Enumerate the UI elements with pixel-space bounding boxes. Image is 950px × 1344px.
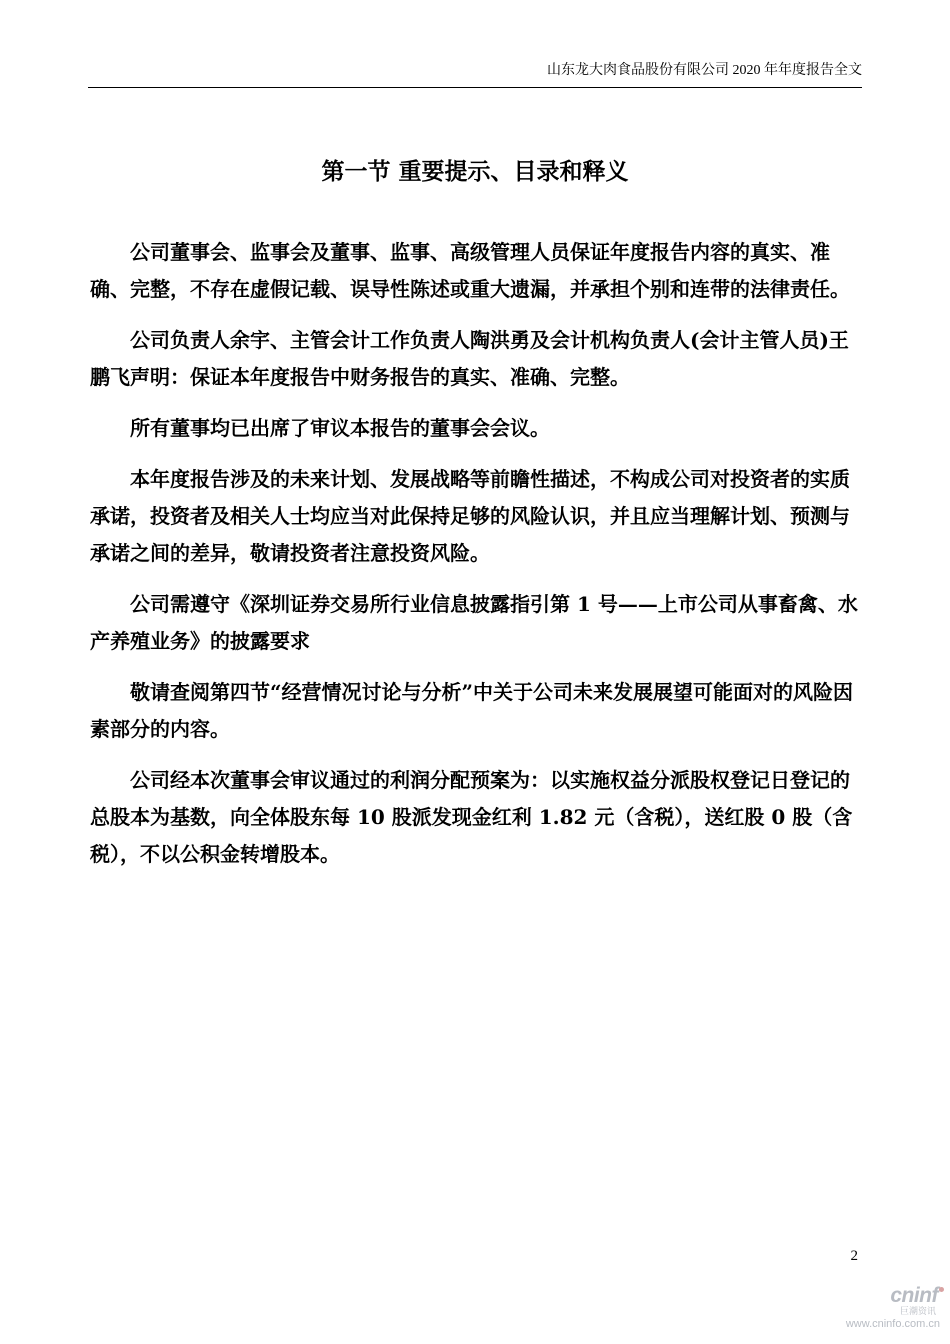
page-number: 2	[850, 1248, 858, 1264]
paragraph-forward-looking-risk: 本年度报告涉及的未来计划、发展战略等前瞻性描述，不构成公司对投资者的实质承诺，投资者及相关人士均应当对此保持足够的风险认识，并且应当理解计划、预测与承诺之间的差异，敬请投资者注意投资风险。	[90, 467, 850, 565]
paragraph-executive-declaration: 公司负责人余宇、主管会计工作负责人陶洪勇及会计机构负责人(会计主管人员)王鹏飞声明：保证本年度报告中财务报告的真实、准确、完整。	[90, 328, 849, 389]
watermark-logo	[890, 1285, 944, 1307]
running-header: 山东龙大肉食品股份有限公司 2020 年年度报告全文	[547, 63, 862, 78]
document-body	[90, 234, 860, 887]
section-title: 第一节 重要提示、目录和释义	[321, 158, 629, 185]
paragraph-profit-distribution: 公司经本次董事会审议通过的利润分配预案为：以实施权益分派股权登记日登记的总股本为基数，向全体股东每 10 股派发现金红利 1.82 元（含税），送红股 0 股（含税），不以公积金转增股本。	[90, 768, 853, 866]
watermark-chinese-name: 巨潮资讯	[899, 1307, 936, 1317]
paragraph-board-guarantee: 公司董事会、监事会及董事、监事、高级管理人员保证年度报告内容的真实、准确、完整，不存在虚假记载、误导性陈述或重大遗漏，并承担个别和连带的法律责任。	[90, 240, 850, 301]
watermark-url: www.cninfo.com.cn	[845, 1318, 940, 1330]
cninfo-watermark	[814, 1285, 944, 1337]
watermark-brand-text: cninf	[890, 1284, 938, 1307]
paragraph-risk-reference: 敬请查阅第四节“经营情况讨论与分析”中关于公司未来发展展望可能面对的风险因素部分的内容。	[90, 680, 854, 741]
paragraph-directors-attendance: 所有董事均已出席了审议本报告的董事会会议。	[130, 416, 550, 440]
paragraph-disclosure-requirement: 公司需遵守《深圳证券交易所行业信息披露指引第 1 号——上市公司从事畜禽、水产养殖业务》的披露要求	[90, 592, 858, 653]
logo-dot-icon	[939, 1287, 944, 1292]
header-divider	[88, 87, 862, 88]
